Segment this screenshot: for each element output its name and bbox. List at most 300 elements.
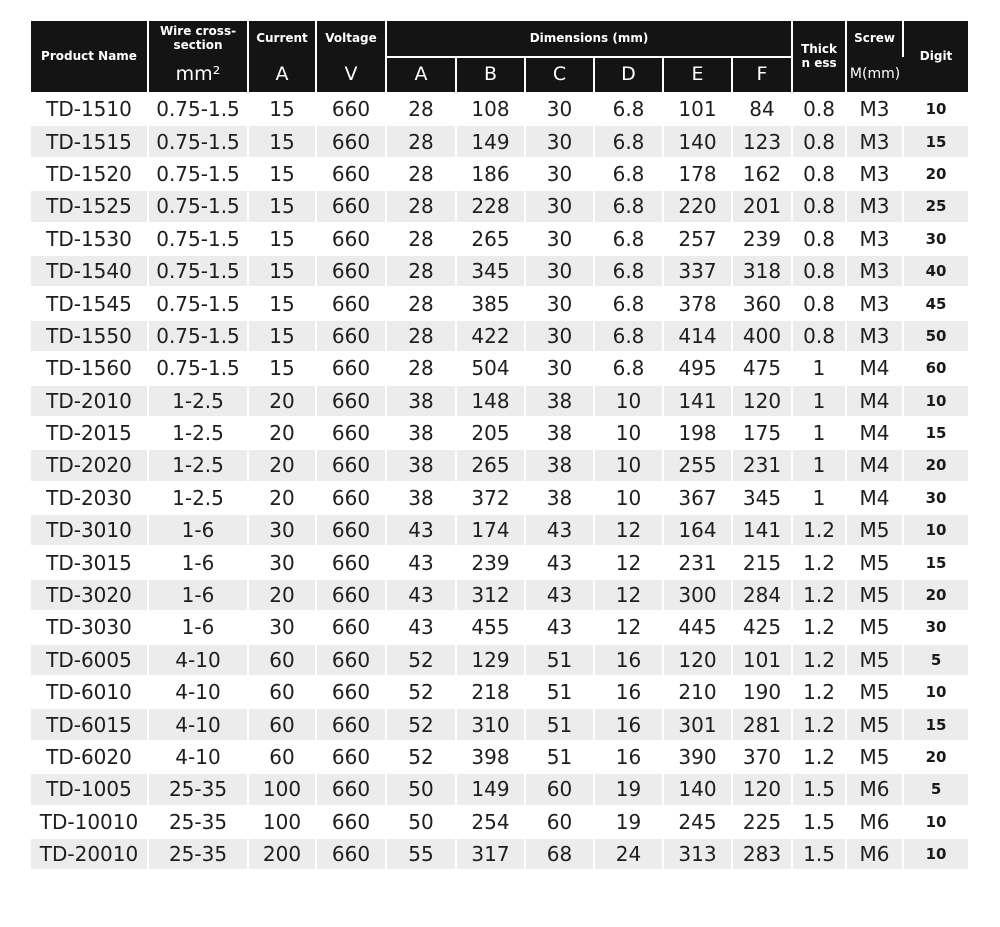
cell-dim-e: 140 [663,773,732,805]
cell-thickness: 0.8 [792,93,846,125]
cell-dim-c: 43 [525,611,594,643]
cell-voltage: 660 [316,320,386,352]
cell-digit: 50 [903,320,968,352]
cell-product-name: TD-1560 [31,352,148,384]
cell-dim-e: 390 [663,741,732,773]
cell-thickness: 1 [792,385,846,417]
cell-dim-b: 398 [456,741,525,773]
cell-dim-a: 43 [386,514,456,546]
cell-thickness: 0.8 [792,125,846,157]
cell-dim-d: 24 [594,838,663,869]
cell-thickness: 1.2 [792,514,846,546]
cell-wire-section: 1-2.5 [148,417,248,449]
cell-product-name: TD-6020 [31,741,148,773]
cell-current: 30 [248,546,316,578]
cell-screw: M3 [846,287,903,319]
cell-dim-c: 30 [525,125,594,157]
table-row [31,158,968,190]
cell-dim-d: 16 [594,741,663,773]
cell-dim-b: 129 [456,644,525,676]
table-row [31,676,968,708]
cell-dim-f: 370 [732,741,792,773]
cell-dim-c: 30 [525,190,594,222]
table-row [31,223,968,255]
cell-dim-d: 16 [594,676,663,708]
cell-screw: M4 [846,449,903,481]
cell-dim-d: 10 [594,482,663,514]
cell-wire-section: 1-6 [148,611,248,643]
cell-dim-d: 6.8 [594,255,663,287]
cell-dim-f: 123 [732,125,792,157]
cell-voltage: 660 [316,546,386,578]
cell-dim-d: 12 [594,579,663,611]
cell-dim-d: 16 [594,708,663,740]
cell-screw: M5 [846,546,903,578]
cell-thickness: 0.8 [792,223,846,255]
cell-dim-a: 52 [386,741,456,773]
cell-digit: 30 [903,482,968,514]
cell-dim-b: 455 [456,611,525,643]
cell-screw: M4 [846,417,903,449]
cell-wire-section: 1-6 [148,546,248,578]
cell-dim-e: 101 [663,93,732,125]
table-row [31,546,968,578]
cell-dim-a: 28 [386,255,456,287]
cell-dim-f: 283 [732,838,792,869]
cell-current: 15 [248,223,316,255]
cell-dim-f: 239 [732,223,792,255]
table-row [31,352,968,384]
cell-product-name: TD-1540 [31,255,148,287]
cell-wire-section: 0.75-1.5 [148,190,248,222]
cell-digit: 15 [903,546,968,578]
cell-dim-e: 120 [663,644,732,676]
header-current [248,21,316,57]
cell-dim-b: 149 [456,125,525,157]
cell-thickness: 1.2 [792,676,846,708]
cell-product-name: TD-1005 [31,773,148,805]
table-row [31,579,968,611]
header-dimensions [386,21,792,57]
cell-dim-e: 414 [663,320,732,352]
header-voltage [316,21,386,57]
cell-thickness: 1 [792,417,846,449]
cell-digit: 20 [903,449,968,481]
cell-dim-d: 6.8 [594,352,663,384]
cell-wire-section: 4-10 [148,676,248,708]
cell-current: 15 [248,125,316,157]
cell-current: 15 [248,93,316,125]
cell-thickness: 1.2 [792,741,846,773]
cell-current: 20 [248,385,316,417]
cell-dim-c: 60 [525,773,594,805]
table-row [31,320,968,352]
cell-thickness: 1.5 [792,806,846,838]
table-row [31,417,968,449]
cell-dim-c: 38 [525,449,594,481]
cell-dim-d: 6.8 [594,93,663,125]
cell-product-name: TD-1530 [31,223,148,255]
cell-thickness: 1.2 [792,644,846,676]
cell-dim-f: 141 [732,514,792,546]
cell-dim-a: 28 [386,158,456,190]
table-row [31,644,968,676]
cell-dim-e: 255 [663,449,732,481]
cell-dim-e: 164 [663,514,732,546]
cell-dim-a: 28 [386,223,456,255]
cell-digit: 45 [903,287,968,319]
cell-wire-section: 0.75-1.5 [148,158,248,190]
cell-dim-e: 378 [663,287,732,319]
cell-dim-f: 225 [732,806,792,838]
cell-dim-c: 51 [525,676,594,708]
cell-thickness: 0.8 [792,158,846,190]
cell-screw: M3 [846,158,903,190]
cell-dim-e: 198 [663,417,732,449]
cell-thickness: 1 [792,482,846,514]
cell-screw: M3 [846,320,903,352]
cell-product-name: TD-10010 [31,806,148,838]
cell-dim-d: 6.8 [594,190,663,222]
cell-voltage: 660 [316,449,386,481]
cell-dim-c: 30 [525,352,594,384]
header-dim-b: B [456,57,525,93]
cell-digit: 10 [903,514,968,546]
cell-dim-b: 148 [456,385,525,417]
cell-product-name: TD-2030 [31,482,148,514]
cell-dim-b: 265 [456,223,525,255]
cell-screw: M5 [846,579,903,611]
cell-product-name: TD-2015 [31,417,148,449]
cell-voltage: 660 [316,255,386,287]
header-dim-c: C [525,57,594,93]
cell-product-name: TD-6015 [31,708,148,740]
header-voltage-label: Voltage [325,31,377,46]
cell-dim-a: 28 [386,125,456,157]
cell-product-name: TD-20010 [31,838,148,869]
table-row [31,93,968,125]
cell-dim-d: 19 [594,806,663,838]
table-body [31,93,968,869]
cell-dim-b: 317 [456,838,525,869]
cell-dim-b: 310 [456,708,525,740]
cell-dim-f: 360 [732,287,792,319]
table-row [31,806,968,838]
cell-voltage: 660 [316,514,386,546]
cell-thickness: 0.8 [792,255,846,287]
cell-product-name: TD-1510 [31,93,148,125]
cell-dim-d: 10 [594,385,663,417]
cell-dim-a: 43 [386,546,456,578]
cell-dim-c: 30 [525,320,594,352]
cell-digit: 40 [903,255,968,287]
cell-digit: 15 [903,708,968,740]
cell-wire-section: 4-10 [148,741,248,773]
table-row [31,255,968,287]
cell-screw: M4 [846,385,903,417]
cell-digit: 10 [903,93,968,125]
cell-dim-f: 162 [732,158,792,190]
cell-dim-c: 30 [525,223,594,255]
cell-dim-a: 55 [386,838,456,869]
cell-voltage: 660 [316,806,386,838]
table-row [31,741,968,773]
cell-current: 60 [248,644,316,676]
cell-digit: 20 [903,579,968,611]
cell-dim-b: 312 [456,579,525,611]
cell-current: 20 [248,579,316,611]
cell-wire-section: 0.75-1.5 [148,352,248,384]
cell-voltage: 660 [316,223,386,255]
cell-current: 100 [248,773,316,805]
table-row [31,514,968,546]
cell-product-name: TD-1545 [31,287,148,319]
header-thickness [792,21,846,93]
cell-screw: M3 [846,190,903,222]
cell-current: 60 [248,676,316,708]
cell-dim-b: 218 [456,676,525,708]
cell-product-name: TD-3015 [31,546,148,578]
cell-dim-c: 68 [525,838,594,869]
cell-screw: M3 [846,255,903,287]
cell-dim-e: 445 [663,611,732,643]
cell-dim-f: 101 [732,644,792,676]
cell-voltage: 660 [316,385,386,417]
cell-digit: 60 [903,352,968,384]
cell-dim-d: 12 [594,514,663,546]
cell-dim-d: 6.8 [594,125,663,157]
cell-dim-a: 38 [386,417,456,449]
spec-table [31,21,968,869]
header-digit [903,21,968,93]
cell-dim-d: 19 [594,773,663,805]
cell-wire-section: 0.75-1.5 [148,93,248,125]
header-product-name-label: Product Name [41,48,137,63]
cell-dim-e: 140 [663,125,732,157]
cell-dim-c: 38 [525,385,594,417]
cell-dim-f: 84 [732,93,792,125]
header-screw [846,21,903,57]
table-row [31,708,968,740]
cell-dim-b: 239 [456,546,525,578]
cell-dim-c: 43 [525,514,594,546]
cell-current: 15 [248,255,316,287]
cell-dim-e: 313 [663,838,732,869]
cell-voltage: 660 [316,125,386,157]
cell-voltage: 660 [316,352,386,384]
cell-wire-section: 1-2.5 [148,449,248,481]
cell-dim-c: 38 [525,417,594,449]
cell-current: 200 [248,838,316,869]
cell-dim-c: 51 [525,644,594,676]
cell-screw: M4 [846,352,903,384]
cell-dim-f: 120 [732,773,792,805]
cell-digit: 25 [903,190,968,222]
cell-dim-f: 281 [732,708,792,740]
cell-dim-f: 231 [732,449,792,481]
cell-screw: M5 [846,514,903,546]
cell-voltage: 660 [316,611,386,643]
cell-dim-f: 425 [732,611,792,643]
cell-product-name: TD-2020 [31,449,148,481]
cell-wire-section: 1-2.5 [148,482,248,514]
header-dim-d: D [594,57,663,93]
cell-voltage: 660 [316,417,386,449]
cell-voltage: 660 [316,190,386,222]
cell-dim-a: 28 [386,190,456,222]
table-row [31,385,968,417]
cell-dim-f: 345 [732,482,792,514]
cell-current: 15 [248,287,316,319]
header-screw-label: Screw [854,31,895,46]
cell-wire-section: 1-6 [148,514,248,546]
cell-dim-b: 504 [456,352,525,384]
cell-dim-a: 28 [386,320,456,352]
cell-thickness: 1.2 [792,579,846,611]
cell-dim-b: 186 [456,158,525,190]
cell-dim-c: 51 [525,741,594,773]
cell-voltage: 660 [316,579,386,611]
cell-current: 15 [248,352,316,384]
cell-dim-d: 6.8 [594,287,663,319]
cell-current: 60 [248,708,316,740]
cell-screw: M3 [846,223,903,255]
cell-dim-e: 245 [663,806,732,838]
cell-current: 30 [248,514,316,546]
cell-dim-a: 50 [386,773,456,805]
cell-digit: 30 [903,611,968,643]
cell-dim-a: 28 [386,352,456,384]
cell-dim-a: 52 [386,644,456,676]
cell-voltage: 660 [316,482,386,514]
table-row [31,449,968,481]
cell-wire-section: 0.75-1.5 [148,125,248,157]
cell-current: 20 [248,482,316,514]
cell-digit: 10 [903,676,968,708]
cell-dim-f: 175 [732,417,792,449]
cell-voltage: 660 [316,838,386,869]
header-wire-unit: mm² [148,57,248,93]
cell-dim-f: 215 [732,546,792,578]
cell-product-name: TD-3020 [31,579,148,611]
cell-dim-d: 10 [594,417,663,449]
cell-dim-e: 495 [663,352,732,384]
cell-product-name: TD-3030 [31,611,148,643]
cell-dim-b: 345 [456,255,525,287]
table-row [31,482,968,514]
cell-dim-b: 254 [456,806,525,838]
cell-screw: M3 [846,125,903,157]
cell-dim-b: 174 [456,514,525,546]
cell-dim-e: 337 [663,255,732,287]
cell-current: 20 [248,417,316,449]
cell-digit: 15 [903,125,968,157]
cell-dim-c: 38 [525,482,594,514]
cell-wire-section: 25-35 [148,806,248,838]
cell-dim-e: 231 [663,546,732,578]
cell-screw: M5 [846,708,903,740]
cell-digit: 20 [903,158,968,190]
cell-dim-a: 50 [386,806,456,838]
cell-product-name: TD-3010 [31,514,148,546]
cell-dim-e: 141 [663,385,732,417]
cell-thickness: 1.5 [792,773,846,805]
header-wire-label: Wire cross-section [159,24,237,52]
cell-digit: 30 [903,223,968,255]
cell-current: 20 [248,449,316,481]
header-current-unit: A [248,57,316,93]
header-dim-f: F [732,57,792,93]
cell-dim-f: 120 [732,385,792,417]
cell-dim-d: 12 [594,611,663,643]
cell-thickness: 1.2 [792,708,846,740]
cell-dim-f: 284 [732,579,792,611]
cell-screw: M5 [846,741,903,773]
cell-product-name: TD-1525 [31,190,148,222]
cell-dim-d: 6.8 [594,158,663,190]
cell-screw: M3 [846,93,903,125]
cell-current: 30 [248,611,316,643]
header-current-label: Current [256,31,308,46]
cell-voltage: 660 [316,158,386,190]
table-row [31,838,968,869]
cell-dim-c: 60 [525,806,594,838]
cell-wire-section: 4-10 [148,708,248,740]
cell-dim-a: 38 [386,449,456,481]
cell-wire-section: 0.75-1.5 [148,320,248,352]
cell-screw: M6 [846,838,903,869]
cell-dim-d: 6.8 [594,223,663,255]
cell-screw: M5 [846,611,903,643]
cell-wire-section: 1-2.5 [148,385,248,417]
cell-digit: 5 [903,773,968,805]
cell-dim-b: 385 [456,287,525,319]
cell-wire-section: 4-10 [148,644,248,676]
table-row [31,611,968,643]
table-row [31,287,968,319]
cell-product-name: TD-1515 [31,125,148,157]
cell-wire-section: 25-35 [148,838,248,869]
cell-dim-a: 43 [386,611,456,643]
cell-dim-c: 43 [525,579,594,611]
header-screw-unit: M(mm) [846,57,903,93]
cell-screw: M6 [846,806,903,838]
cell-dim-d: 10 [594,449,663,481]
cell-dim-c: 30 [525,93,594,125]
header-dim-e: E [663,57,732,93]
cell-digit: 10 [903,838,968,869]
cell-dim-c: 30 [525,287,594,319]
cell-thickness: 0.8 [792,190,846,222]
cell-product-name: TD-2010 [31,385,148,417]
cell-digit: 5 [903,644,968,676]
cell-current: 15 [248,158,316,190]
cell-dim-c: 30 [525,255,594,287]
cell-dim-f: 400 [732,320,792,352]
header-dim-a: A [386,57,456,93]
cell-thickness: 1.2 [792,546,846,578]
cell-dim-c: 43 [525,546,594,578]
cell-voltage: 660 [316,773,386,805]
cell-dim-c: 51 [525,708,594,740]
cell-dim-b: 265 [456,449,525,481]
cell-dim-f: 201 [732,190,792,222]
cell-dim-e: 220 [663,190,732,222]
header-thickness-label: Thickn ess [801,41,838,70]
cell-digit: 20 [903,741,968,773]
cell-dim-e: 210 [663,676,732,708]
cell-current: 15 [248,320,316,352]
